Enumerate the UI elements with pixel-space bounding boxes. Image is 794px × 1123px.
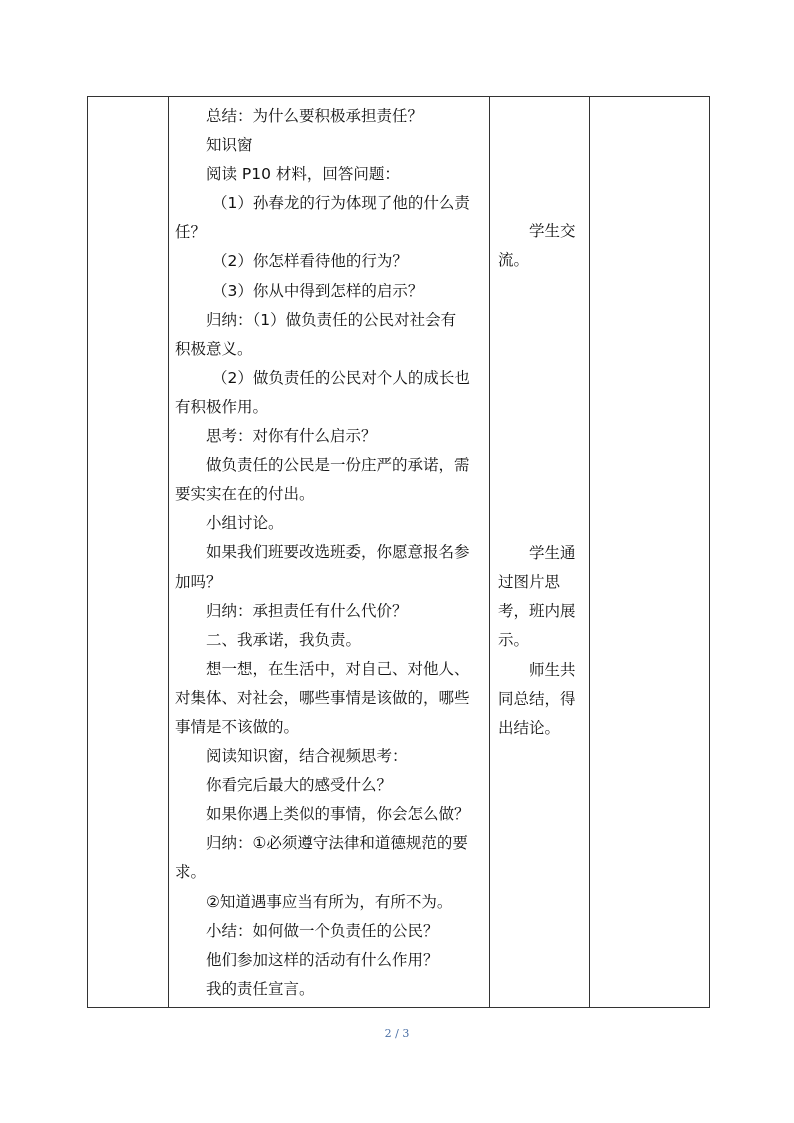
text-line: 我的责任宣言。 [206,979,315,998]
activity-line: 出结论。 [498,718,561,737]
text-line: 加吗？ [175,572,222,591]
page-number: 2 / 3 [384,1027,410,1040]
text-line: ②知道遇事应当有所为，有所不为。 [206,892,453,911]
text-line: 阅读知识窗，结合视频思考： [206,747,408,766]
activity-line: 师生共 [529,660,576,679]
text-line: 事情是不该做的。 [175,717,300,736]
table-row [88,97,710,1008]
text-line: 归纳：①必须遵守法律和道德规范的要 [206,834,468,853]
text-line: 对集体、对社会，哪些事情是该做的，哪些 [175,688,470,707]
text-line: 想一想，在生活中，对自己、对他人、 [206,659,470,678]
student-activity [490,97,589,743]
text-line: 思考：对你有什么启示？ [206,427,377,446]
right-empty-cell [590,97,710,1008]
left-empty-cell [88,97,169,1008]
activity-line: 学生通 [529,544,576,563]
text-line: （2）你怎样看待他的行为？ [212,252,408,271]
teaching-content-cell [169,97,490,1008]
text-line: 积极意义。 [175,339,253,358]
text-line: 归纳：（1）做负责任的公民对社会有 [206,310,457,329]
text-line: 总结：为什么要积极承担责任？ [206,107,424,125]
text-line: 小组讨论。 [206,514,284,533]
teaching-content [169,97,489,1004]
text-line: 他们参加这样的活动有什么作用？ [206,950,439,969]
activity-line: 考，班内展 [498,602,576,621]
text-line: 知识窗 [206,136,253,155]
text-line: 如果我们班要改选班委，你愿意报名参 [206,543,470,562]
text-line: 如果你遇上类似的事情，你会怎么做？ [206,805,470,824]
text-line: （1）孙春龙的行为体现了他的什么责 [212,194,470,213]
text-line: 有积极作用。 [175,397,269,416]
text-line: 做负责任的公民是一份庄严的承诺，需 [206,456,470,475]
activity-line: 流。 [498,251,530,270]
activity-line: 同总结，得 [498,689,576,708]
text-line: 小结：如何做一个负责任的公民？ [206,921,439,940]
text-line: 你看完后最大的感受什么？ [206,776,393,795]
lesson-plan-table [87,96,710,1008]
activity-line: 示。 [498,631,530,650]
activity-line: 学生交 [529,222,576,240]
activity-line: 过图片思 [498,573,561,592]
text-line: 求。 [175,863,207,882]
text-line: 二、我承诺，我负责。 [206,630,362,649]
text-line: 阅读 P10 材料，回答问题： [206,165,400,184]
text-line: 任？ [175,223,207,242]
student-activity-cell [490,97,590,1008]
text-line: 归纳：承担责任有什么代价？ [206,601,408,620]
text-line: （2）做负责任的公民对个人的成长也 [212,368,470,387]
text-line: 要实实在在的付出。 [175,485,315,504]
text-line: （3）你从中得到怎样的启示？ [212,281,424,300]
